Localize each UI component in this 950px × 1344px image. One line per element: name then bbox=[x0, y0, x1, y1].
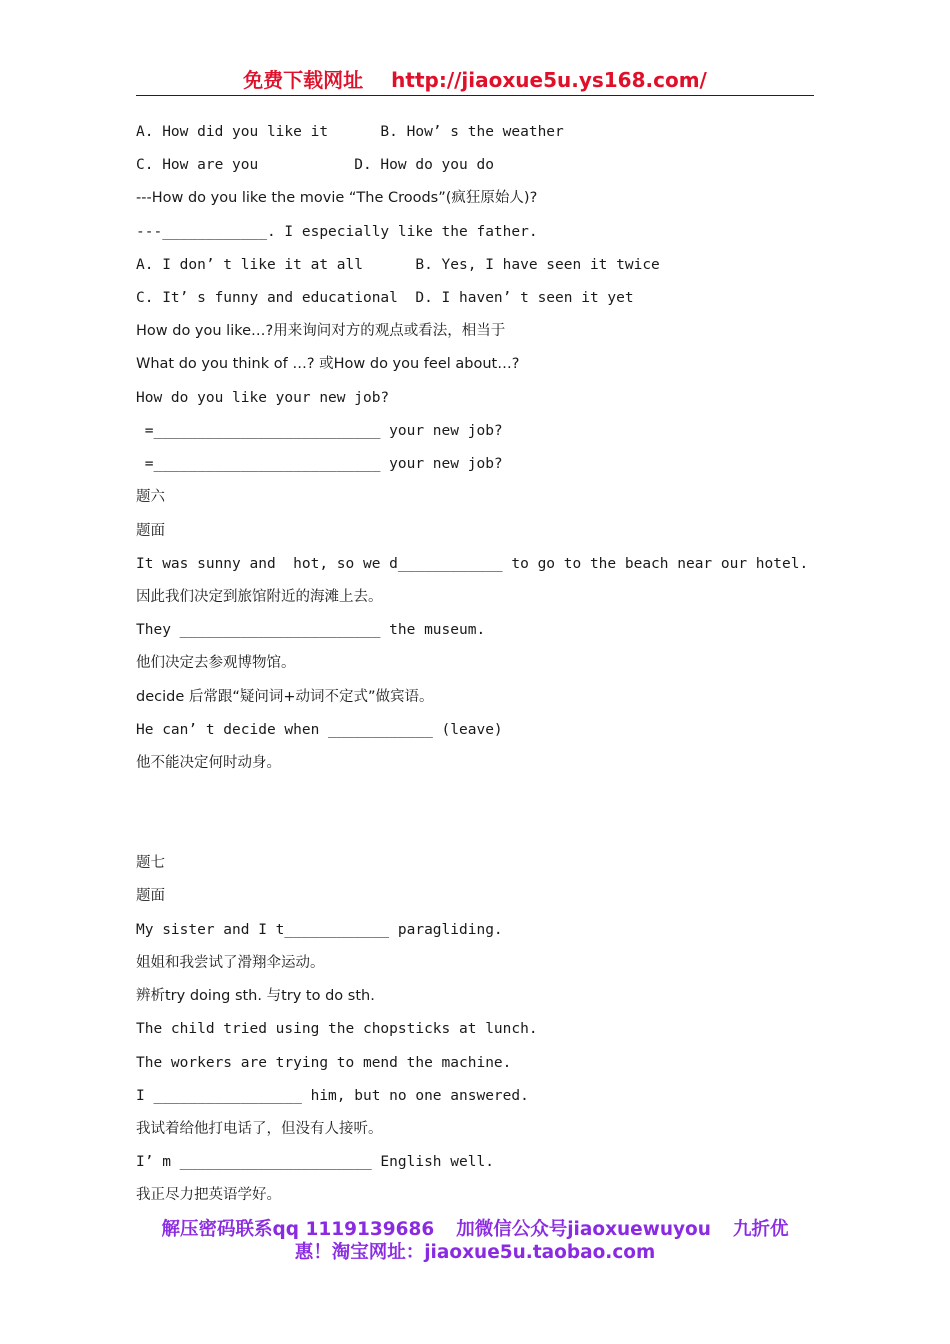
translation-line: 他们决定去参观博物馆。 bbox=[136, 655, 296, 671]
fill-blank-line: =__________________________ your new job? bbox=[136, 423, 503, 439]
section-subheading: 题面 bbox=[136, 523, 165, 539]
example-line: How do you like your new job? bbox=[136, 390, 390, 406]
footer-line-1 bbox=[136, 1218, 814, 1241]
footer-discount: 九折优 bbox=[732, 1219, 789, 1240]
fill-blank-line: He can’ t decide when ____________ (leave) bbox=[136, 722, 503, 738]
header-divider bbox=[136, 95, 814, 96]
translation-line: 我正尽力把英语学好。 bbox=[136, 1187, 281, 1203]
fill-blank-line: They _______________________ the museum. bbox=[136, 622, 486, 638]
section-subheading: 题面 bbox=[136, 888, 165, 904]
question-options-line: C. How are you D. How do you do bbox=[136, 157, 494, 173]
explanation-line: 辨析try doing sth. 与try to do sth. bbox=[136, 988, 375, 1004]
footer-banner bbox=[136, 1218, 814, 1264]
footer-wechat: 加微信公众号jiaoxuewuyou bbox=[456, 1219, 711, 1240]
fill-blank-line: I’ m ______________________ English well. bbox=[136, 1154, 494, 1170]
explanation-line: How do you like…?用来询问对方的观点或看法，相当于 bbox=[136, 323, 506, 339]
question-line: ---____________. I especially like the father. bbox=[136, 224, 538, 240]
fill-blank-line: =__________________________ your new job? bbox=[136, 456, 503, 472]
question-options-line: A. I don’ t like it at all B. Yes, I have seen it twice bbox=[136, 257, 660, 273]
footer-contact: 解压密码联系qq 1119139686 bbox=[161, 1219, 435, 1240]
section-heading: 题七 bbox=[136, 855, 165, 871]
example-line: The child tried using the chopsticks at lunch. bbox=[136, 1021, 538, 1037]
translation-line: 我试着给他打电话了，但没有人接听。 bbox=[136, 1121, 383, 1137]
section-heading: 题六 bbox=[136, 489, 165, 505]
explanation-line: decide 后常跟“疑问词+动词不定式”做宾语。 bbox=[136, 689, 434, 705]
translation-line: 姐姐和我尝试了滑翔伞运动。 bbox=[136, 955, 325, 971]
fill-blank-line: I _________________ him, but no one answered. bbox=[136, 1088, 529, 1104]
example-line: The workers are trying to mend the machine. bbox=[136, 1055, 512, 1071]
question-line: ---How do you like the movie “The Croods”(疯狂原始人)? bbox=[136, 190, 538, 206]
question-line: My sister and I t____________ paragliding. bbox=[136, 922, 503, 938]
question-options-line: A. How did you like it B. How’ s the weather bbox=[136, 124, 564, 140]
translation-line: 他不能决定何时动身。 bbox=[136, 755, 281, 771]
header-banner bbox=[136, 66, 814, 94]
explanation-line: What do you think of …? 或How do you feel about…? bbox=[136, 356, 520, 372]
question-line: It was sunny and hot, so we d____________ to go to the beach near our hotel. bbox=[136, 556, 809, 572]
translation-line: 因此我们决定到旅馆附近的海滩上去。 bbox=[136, 589, 383, 605]
header-url[interactable]: http://jiaoxue5u.ys168.com/ bbox=[391, 68, 707, 92]
question-options-line: C. It’ s funny and educational D. I haven’ t seen it yet bbox=[136, 290, 634, 306]
footer-line-2[interactable]: 惠！淘宝网址：jiaoxue5u.taobao.com bbox=[294, 1242, 656, 1263]
header-title: 免费下载网址 bbox=[243, 68, 364, 92]
